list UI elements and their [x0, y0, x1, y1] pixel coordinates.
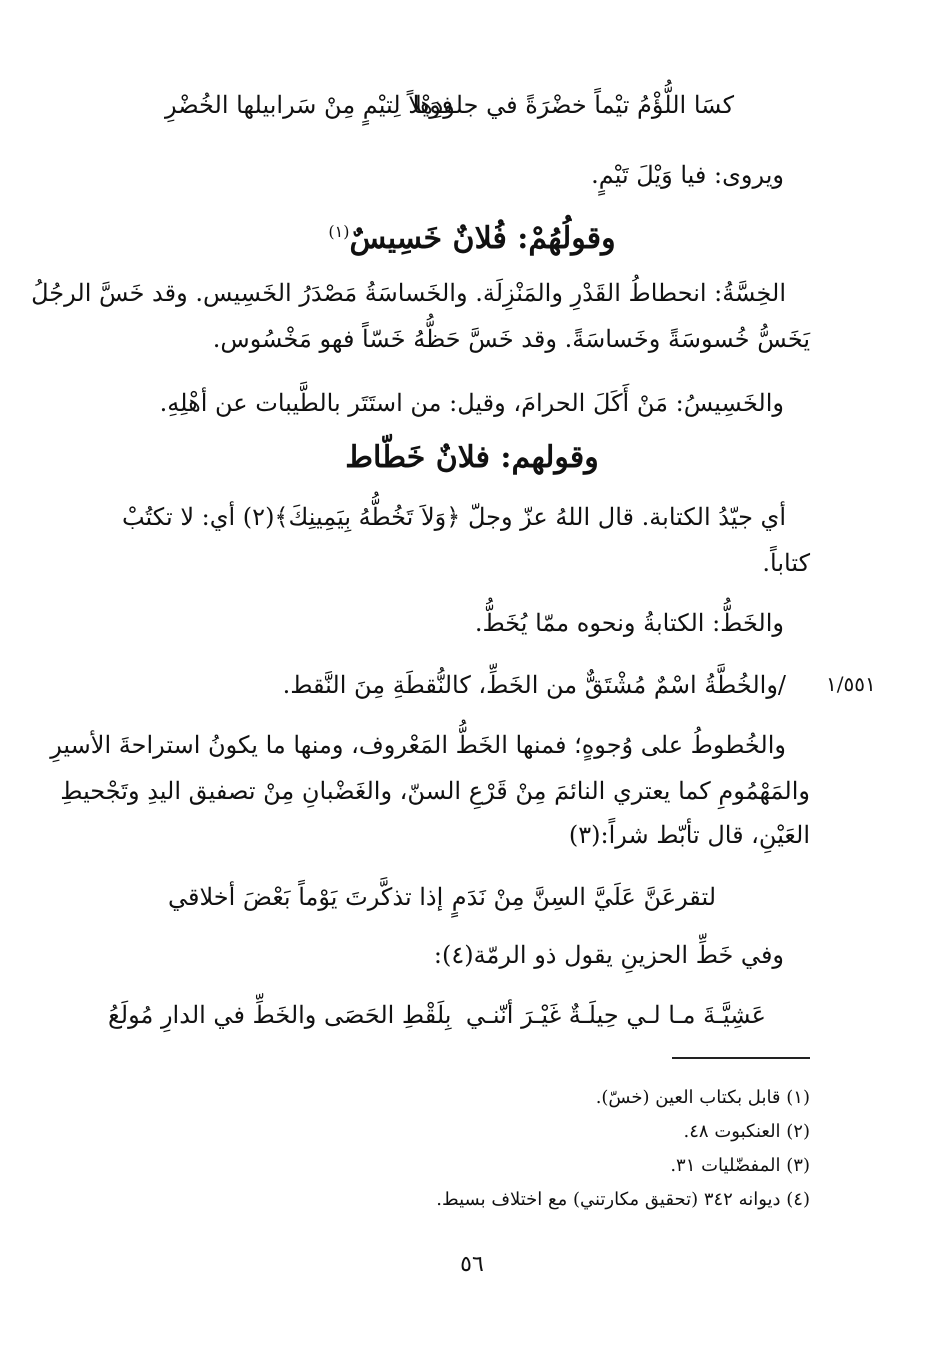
heading-text: وقولهم: فلانٌ خَطّاط	[345, 440, 599, 475]
footnote-4: (٤) ديوانه ٣٤٢ (تحقيق مكارتني) مع اختلاف بسيط.	[436, 1189, 810, 1210]
variant-line: ويروى: فيا وَيْلَ تَيْمٍ.	[591, 161, 784, 189]
verse1-first-hemistich: كسَا اللُّؤْمُ تيْماً خضْرَةً في جلودِها	[412, 91, 734, 119]
entry-heading-khattat	[0, 438, 944, 478]
footnote-3: (٣) المفضّليات ٣١.	[670, 1155, 810, 1176]
heading-text: وقولُهُمْ: فُلانٌ خَسِيسٌ	[349, 221, 616, 256]
footnote-separator	[672, 1057, 810, 1059]
para6-line3: العَيْنِ، قال تأبّط شراً:(٣)	[568, 821, 810, 849]
para1-line1: الخِسَّةُ: انحطاطُ القَدْرِ والمَنْزِلَة. والخَساسَةُ مَصْدَرُ الخَسِيس. وقد خَسَّ الرجُلُ	[31, 279, 786, 307]
footnote-2: (٢) العنكبوت ٤٨.	[683, 1121, 810, 1142]
para7: وفي خَطِّ الحزينِ يقول ذو الرمّة(٤):	[433, 941, 784, 969]
page-number: ٥٦	[460, 1252, 484, 1277]
para6-line2: والمَهْمُومِ كما يعتري النائمَ مِنْ قَرْعِ السنّ، والغَضْبانِ مِنْ تصفيق اليدِ وتَجْحيطِ	[60, 777, 810, 805]
para6-line1: والخُطوطُ على وُجوهٍ؛ فمنها الخَطُّ المَعْروف، ومنها ما يكونُ استراحةَ الأسيرِ	[50, 731, 786, 759]
para1-line2: يَخَسُّ خُسوسَةً وخَساسَةً. وقد خَسَّ حَظُّهُ خَسّاً فهو مَخْسُوس.	[212, 325, 810, 353]
margin-page-reference: ١/٥٥١	[826, 672, 876, 696]
verse3-second-hemistich: بِلَقْطِ الحَصَى والخَطِّ في الدارِ مُولَعُ	[108, 1001, 452, 1029]
footnote-1: (١) قابل بكتاب العين (خسّ).	[595, 1087, 810, 1108]
verse2-second-hemistich: إذا تذكَّرتَ يَوْماً بَعْضَ أخلاقي	[168, 883, 444, 911]
para4: والخَطُّ: الكتابةُ ونحوه ممّا يُخَطُّ.	[474, 609, 784, 637]
verse1-second-hemistich: فوَيْلاً لِتيْمٍ مِنْ سَرابيلها الخُضْرِ	[165, 91, 454, 119]
para5: /والخُطَّةُ اسْمٌ مُشْتَقٌّ من الخَطِّ، كالنُّقطَةِ مِنَ النَّقط.	[282, 671, 786, 699]
verse2-first-hemistich: لتقرعَنَّ عَلَيَّ السِنَّ مِنْ نَدَمٍ	[451, 883, 716, 911]
para2: والخَسِيسُ: مَنْ أَكَلَ الحرامَ، وقيل: من استَتَر بالطَّيبات عن أهْلِهِ.	[159, 389, 784, 417]
para3-line1: أي جيّدُ الكتابة. قال اللهُ عزّ وجلّ ﴿وَلاَ تَخُطُّهُ بِيَمِينِكَ﴾(٢) أي: لا تكتُبْ	[121, 503, 786, 531]
entry-heading-khasis	[0, 212, 944, 259]
footnote-ref: (١)	[328, 222, 350, 241]
para3-line2: كتاباً.	[762, 549, 810, 577]
verse3-first-hemistich: عَشِيَّـةَ مـا لـي حِيلَـةٌ غَيْـرَ أنّنـي	[465, 1001, 766, 1029]
